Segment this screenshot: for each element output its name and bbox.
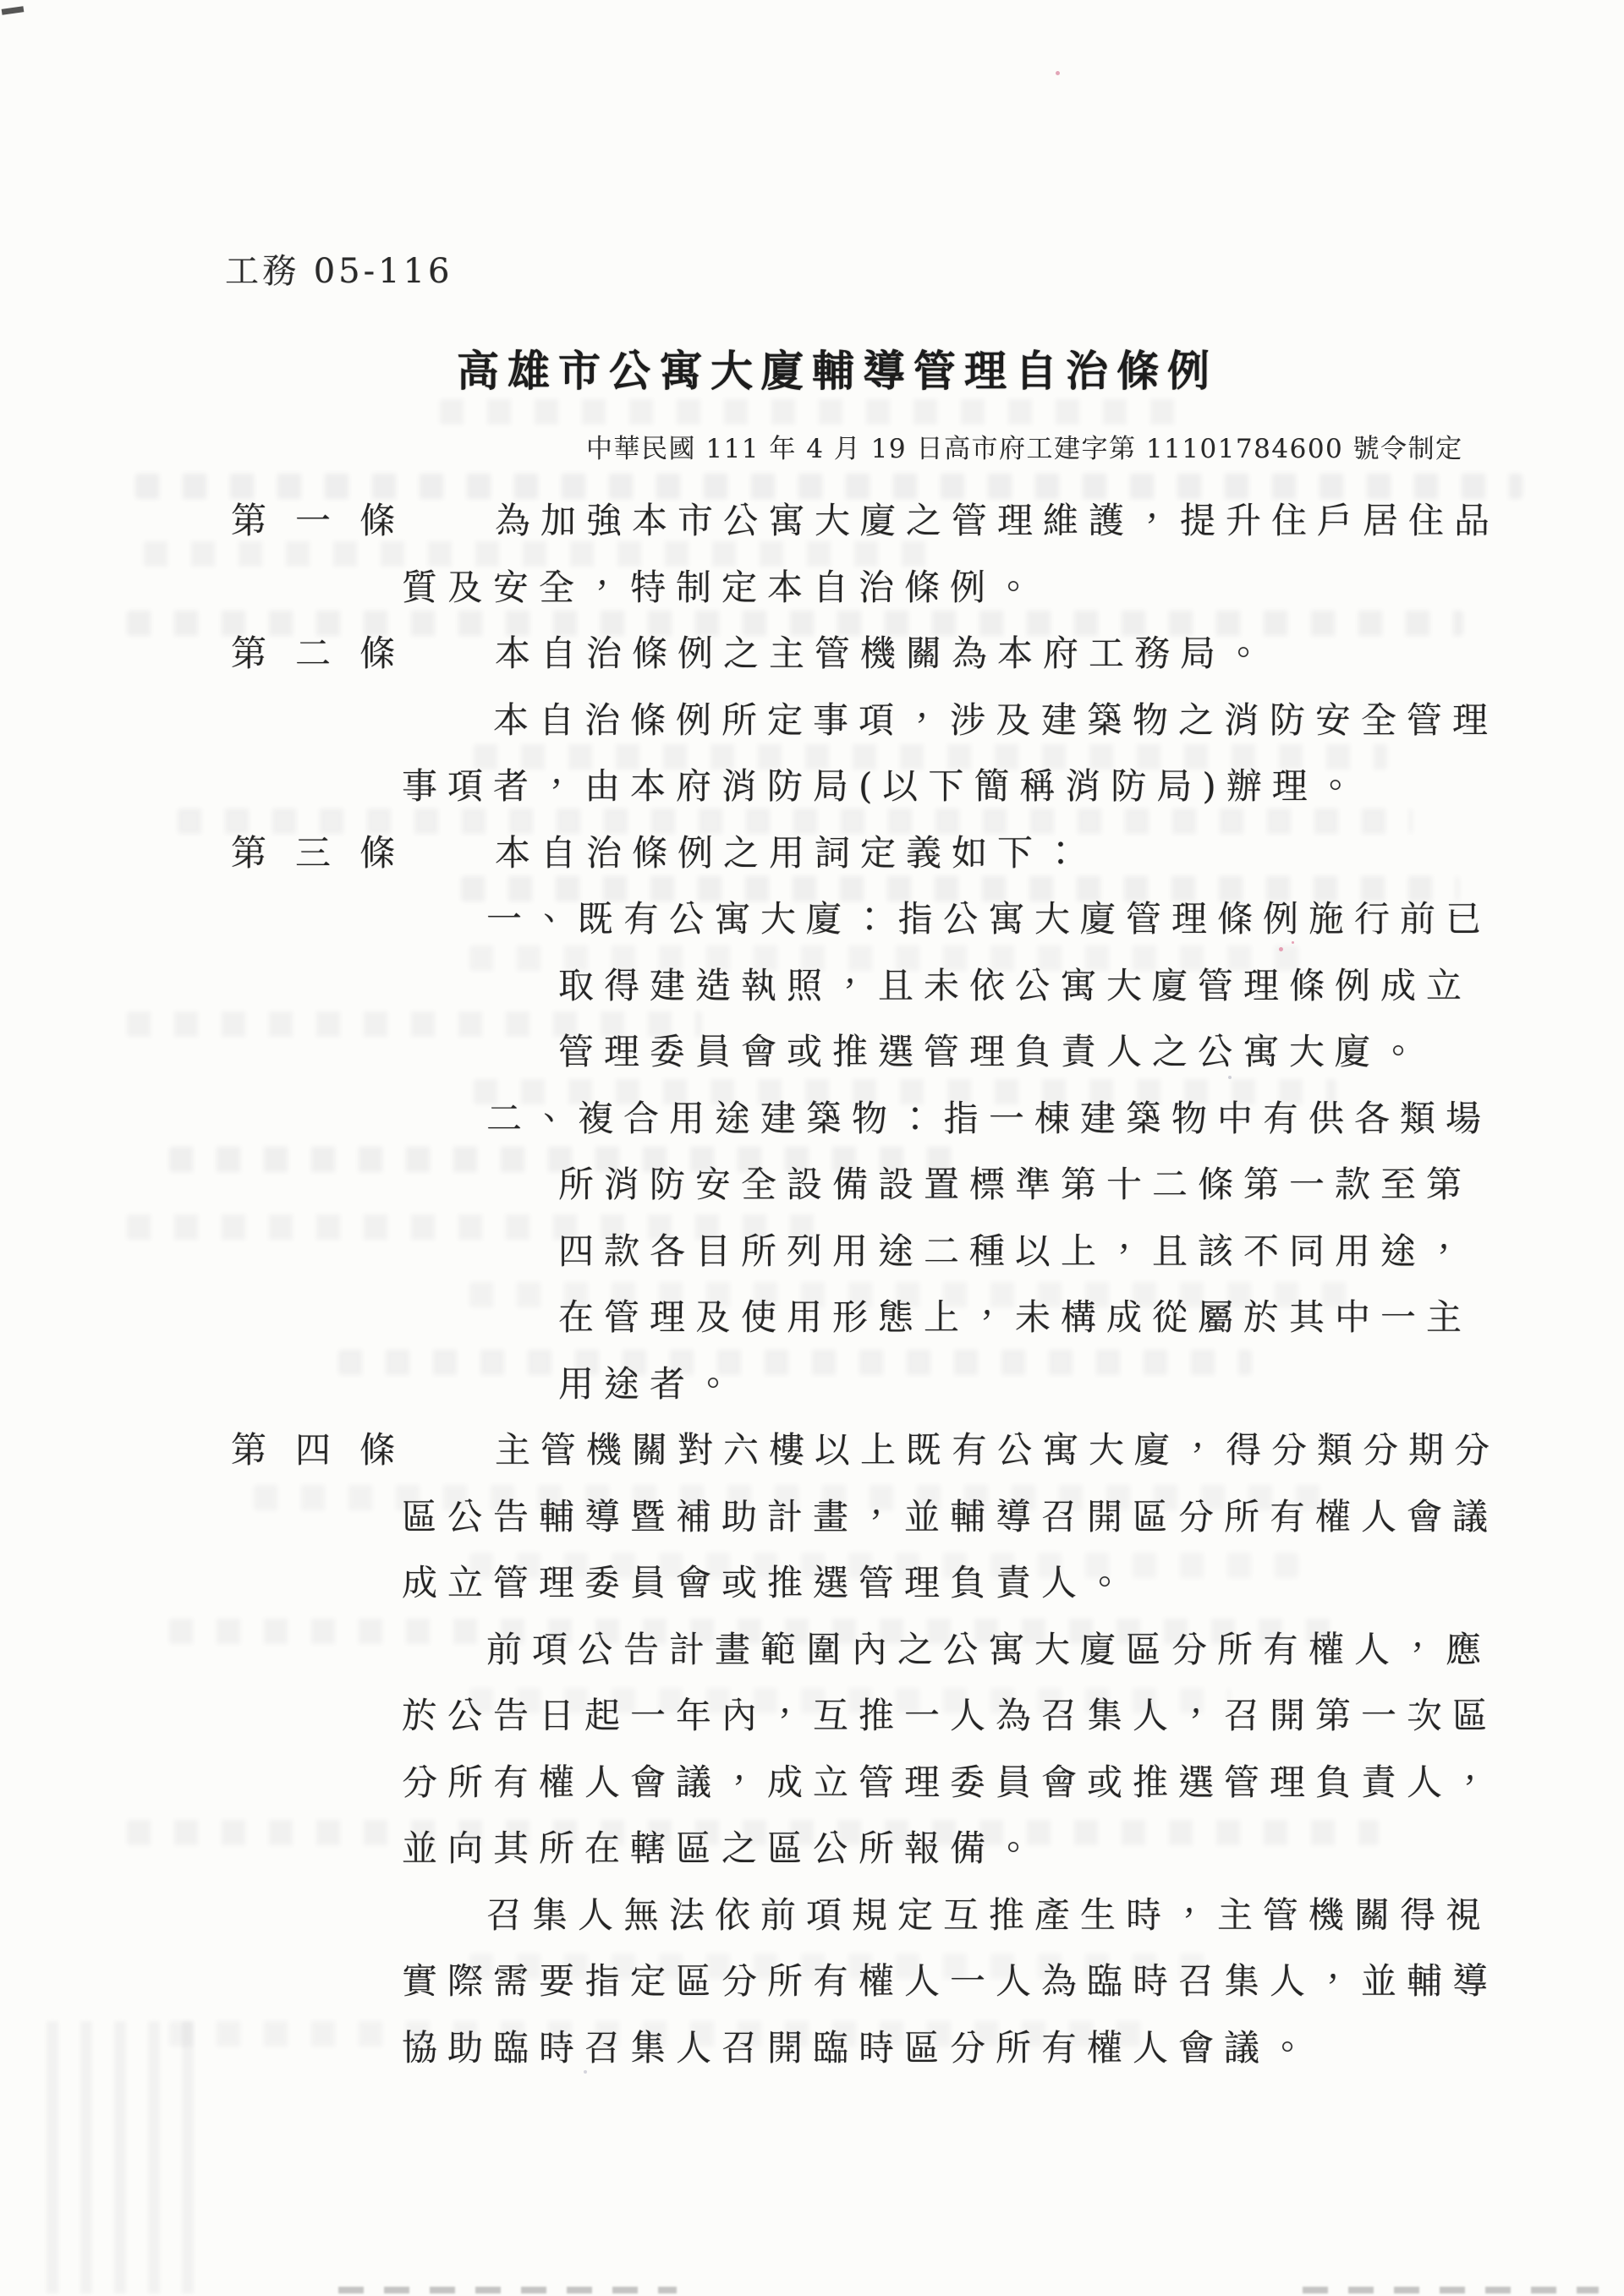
article-2-number (231, 633, 395, 674)
article-4-line-1: 主管機關對六樓以上既有公寓大廈，得分類分期分 (495, 1429, 1501, 1471)
bleed-through-ghost-row (135, 474, 1522, 499)
article-2-line-1: 本自治條例之主管機關為本府工務局。 (495, 633, 1272, 674)
article-number-char: 三 (294, 832, 331, 874)
article-4-paragraph-2-line-4: 並向其所在轄區之區公所報備。 (402, 1827, 1042, 1869)
article-4-paragraph-2-line-3: 分所有權人會議，成立管理委員會或推選管理負責人， (402, 1762, 1499, 1803)
article-4-paragraph-3-line-2: 實際需要指定區分所有權人一人為臨時召集人，並輔導 (402, 1960, 1499, 2002)
article-number-char: 第 (231, 633, 267, 674)
article-number-char: 第 (231, 1429, 267, 1471)
article-3-line-1: 本自治條例之用詞定義如下： (495, 832, 1089, 874)
article-3-item-1-line-1: 一、既有公寓大廈：指公寓大廈管理條例施行前已 (486, 898, 1492, 940)
article-number-char: 四 (294, 1429, 331, 1471)
doc-code: 工務 05-116 (225, 252, 453, 291)
article-1-line-2: 質及安全，特制定本自治條例。 (402, 567, 1042, 608)
article-1-line-1: 為加強本市公寓大廈之管理維護，提升住戶居住品 (495, 500, 1501, 541)
article-3-item-2-line-4: 在管理及使用形態上，未構成從屬於其中一主 (558, 1296, 1473, 1338)
article-number-char: 條 (359, 633, 395, 674)
article-2-line-2: 本自治條例所定事項，涉及建築物之消防安全管理 (493, 699, 1499, 741)
bleed-through-stripes (47, 2021, 203, 2293)
bleed-through-ghost-row (338, 1350, 1252, 1375)
bleed-through-ghost-row (440, 399, 1184, 425)
scan-speck (1228, 1076, 1232, 1079)
article-number-char: 條 (359, 1429, 395, 1471)
scan-edge-marks (338, 2287, 677, 2293)
article-3-item-1-line-3: 管理委員會或推選管理負責人之公寓大廈。 (558, 1031, 1427, 1072)
scan-speck (1292, 941, 1294, 944)
article-1-number (231, 500, 395, 541)
bleed-through-ghost-row (144, 541, 947, 567)
scan-speck (1279, 947, 1283, 951)
article-3-item-2-line-1: 二、複合用途建築物：指一棟建築物中有供各類場 (486, 1098, 1492, 1139)
article-4-line-3: 成立管理委員會或推選管理負責人。 (402, 1562, 1133, 1603)
article-number-char: 條 (359, 832, 395, 874)
scan-corner-mark (2, 6, 25, 15)
scan-speck (1056, 71, 1060, 75)
article-2-line-3: 事項者，由本府消防局(以下簡稱消防局)辦理。 (402, 765, 1363, 807)
article-3-item-1-line-2: 取得建造執照，且未依公寓大廈管理條例成立 (558, 965, 1473, 1006)
scan-speck (584, 2070, 587, 2074)
page-title: 高雄市公寓大廈輔導管理自治條例 (457, 346, 1218, 396)
scan-edge-marks (1303, 2287, 1599, 2293)
article-3-number (231, 832, 395, 874)
bleed-through-ghost-row (178, 808, 1413, 834)
article-number-char: 第 (231, 832, 267, 874)
article-number-char: 二 (294, 633, 331, 674)
article-4-paragraph-3-line-3: 協助臨時召集人召開臨時區分所有權人會議。 (402, 2027, 1316, 2069)
article-3-item-2-line-5: 用途者。 (558, 1363, 742, 1405)
article-number-char: 第 (231, 500, 267, 541)
article-number-char: 一 (294, 500, 331, 541)
article-3-item-2-line-3: 四款各目所列用途二種以上，且該不同用途， (558, 1230, 1473, 1272)
article-4-line-2: 區公告輔導暨補助計畫，並輔導召開區分所有權人會議 (402, 1496, 1499, 1537)
article-4-paragraph-3-line-1: 召集人無法依前項規定互推產生時，主管機關得視 (486, 1894, 1492, 1936)
article-4-paragraph-2-line-2: 於公告日起一年內，互推一人為召集人，召開第一次區 (402, 1695, 1499, 1736)
article-4-number (231, 1429, 395, 1471)
promulgation-line: 中華民國 111 年 4 月 19 日高市府工建字第 11101784600 號令制定 (586, 434, 1463, 464)
article-3-item-2-line-2: 所消防安全設備設置標準第十二條第一款至第 (558, 1164, 1473, 1205)
article-number-char: 條 (359, 500, 395, 541)
article-4-paragraph-2-line-1: 前項公告計畫範圍內之公寓大廈區分所有權人，應 (486, 1629, 1492, 1670)
